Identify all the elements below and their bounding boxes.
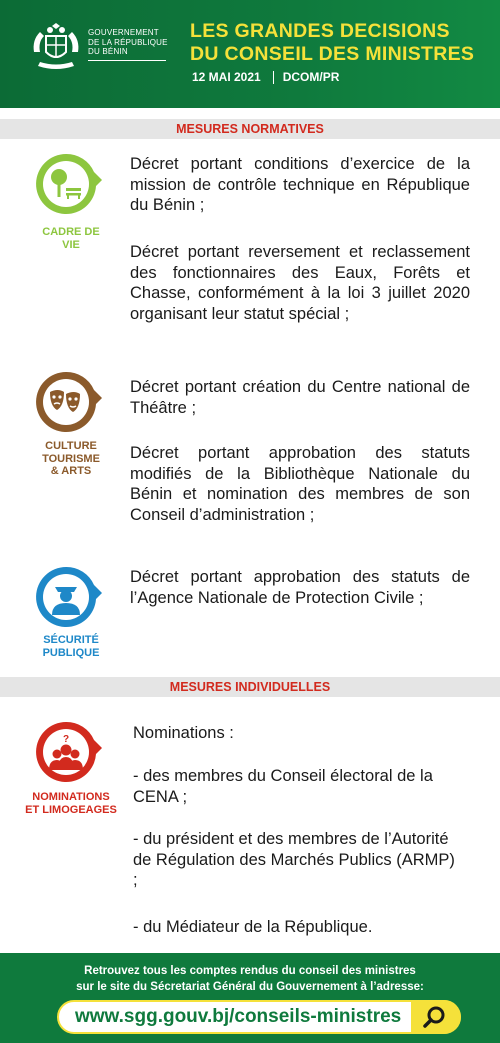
government-label: [88, 28, 168, 57]
nomination-item: - du Médiateur de la République.: [133, 918, 373, 936]
decree-text: Décret portant création du Centre national de Théâtre ;: [130, 378, 470, 417]
meeting-date: 12 MAI 2021: [192, 70, 261, 84]
section-band-normatives: [0, 119, 500, 139]
theater-masks-icon: [30, 368, 102, 440]
category-line: TOURISME: [42, 452, 100, 465]
nomination-item: - du président et des membres de l’Autorité de Régulation des Marchés Publics (ARMP) ;: [133, 830, 455, 890]
category-line: PUBLIQUE: [42, 646, 100, 659]
category-cadre-de-vie: [16, 226, 126, 251]
decree-text: Décret portant approbation des statuts modifiés de la Bibliothèque Nationale du Bénin et nomination des membres de son Conseil d’administration ;: [130, 444, 470, 524]
tree-bench-icon: [30, 150, 102, 222]
section-band-individuelles: [0, 677, 500, 697]
separator: [273, 71, 274, 84]
category-line: CADRE DE: [42, 226, 100, 238]
title-line-2: DU CONSEIL DES MINISTRES: [190, 43, 475, 65]
page-title: [190, 20, 474, 66]
nomination-item: - des membres du Conseil électoral de la CENA ;: [133, 767, 433, 806]
footer-line: sur le site du Sécretariat Général du Gouvernement à l’adresse:: [76, 980, 424, 993]
category-nominations: [9, 791, 133, 816]
website-link[interactable]: [57, 1000, 461, 1034]
category-line: VIE: [62, 238, 80, 251]
source-label: DCOM/PR: [282, 70, 340, 84]
category-line: & ARTS: [50, 465, 92, 477]
coat-of-arms-icon: [28, 22, 84, 72]
category-line: NOMINATIONS: [32, 791, 110, 803]
header-meta: [192, 70, 339, 84]
footer-line: Retrouvez tous les comptes rendus du conseil des ministres: [84, 965, 416, 977]
svg-text:?: ?: [62, 734, 70, 745]
search-icon[interactable]: [411, 1000, 461, 1034]
category-line: ET LIMOGEAGES: [25, 803, 117, 816]
section-title: MESURES INDIVIDUELLES: [169, 680, 331, 694]
category-securite: [16, 634, 126, 659]
decree-text: Décret portant conditions d’exercice de la mission de contrôle technique en République du Bénin ;: [130, 155, 470, 215]
people-question-icon: [30, 718, 102, 790]
title-line-1: LES GRANDES DECISIONS: [190, 20, 450, 42]
divider: [88, 60, 166, 61]
gov-line-3: DU BÉNIN: [88, 47, 128, 56]
footer-text: [0, 964, 500, 995]
section-title: MESURES NORMATIVES: [176, 122, 324, 136]
nominations-title: Nominations :: [133, 724, 234, 742]
gov-line-1: GOUVERNEMENT: [88, 28, 159, 37]
decree-text: Décret portant approbation des statuts de l’Agence Nationale de Protection Civile ;: [130, 568, 470, 607]
police-officer-icon: [30, 563, 102, 635]
header-banner: [0, 0, 500, 108]
category-line: CULTURE: [45, 440, 97, 452]
decree-text: Décret portant reversement et reclassement des fonctionnaires des Eaux, Forêts et Chasse, conformément à la loi 3 juillet 2020 organisant leur statut spécial ;: [130, 243, 470, 323]
category-culture: [16, 440, 126, 478]
website-url[interactable]: www.sgg.gouv.bj/conseils-ministres: [75, 1006, 402, 1027]
category-line: SÉCURITÉ: [43, 634, 99, 646]
gov-line-2: DE LA RÉPUBLIQUE: [88, 37, 168, 47]
